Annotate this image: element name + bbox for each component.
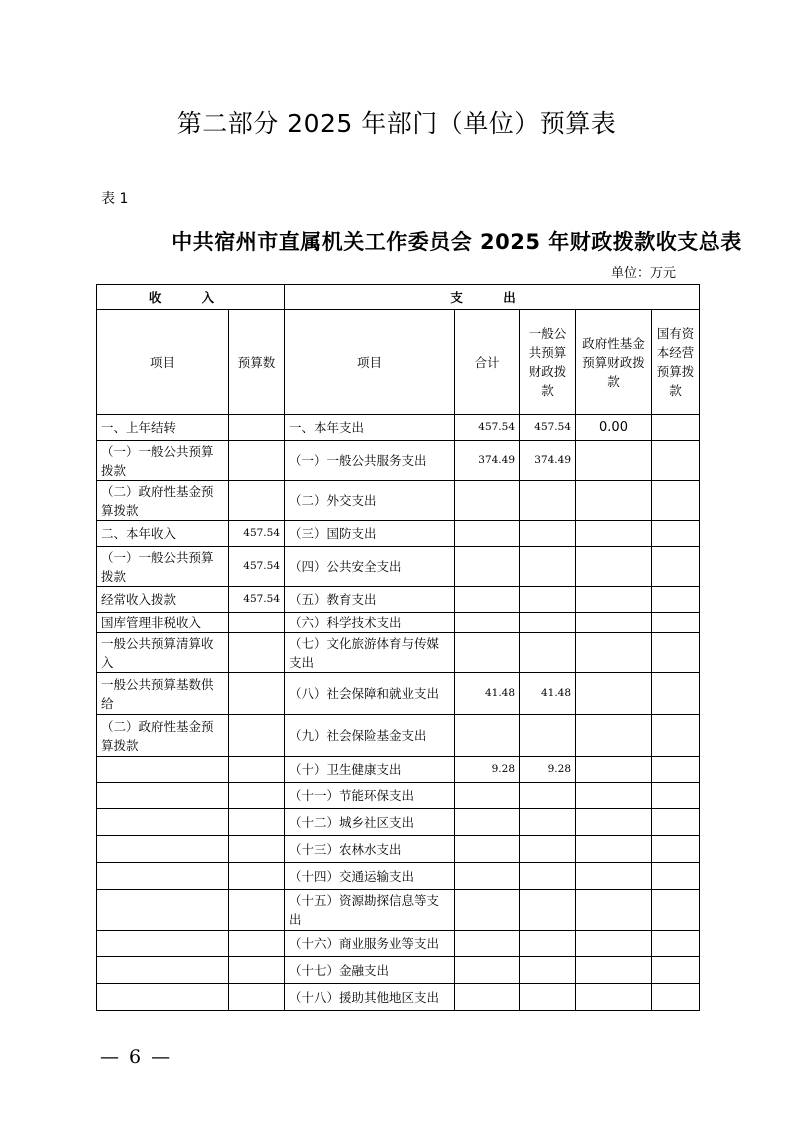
fund-budget-cell xyxy=(576,783,652,809)
total-cell xyxy=(455,521,520,547)
table-row xyxy=(97,613,700,633)
fund-budget-cell xyxy=(576,521,652,547)
income-budget-cell xyxy=(229,984,285,1011)
expense-item-cell: （七）文化旅游体育与传媒支出 xyxy=(285,633,455,673)
income-item-cell: （二）政府性基金预算拨款 xyxy=(97,481,229,521)
total-cell xyxy=(455,547,520,587)
expense-item-cell: （十七）金融支出 xyxy=(285,957,455,984)
state-capital-cell xyxy=(652,890,700,931)
state-capital-cell xyxy=(652,587,700,613)
total-cell xyxy=(455,890,520,931)
table-row xyxy=(97,836,700,863)
fund-budget-cell xyxy=(576,836,652,863)
col-general-budget: 一般公共预算财政拨款 xyxy=(520,310,576,415)
state-capital-cell xyxy=(652,521,700,547)
header-income: 收 入 xyxy=(97,285,285,310)
total-cell: 374.49 xyxy=(455,441,520,481)
fund-budget-cell xyxy=(576,587,652,613)
general-budget-cell xyxy=(520,633,576,673)
total-cell xyxy=(455,863,520,890)
general-budget-cell xyxy=(520,836,576,863)
col-state-capital: 国有资本经营预算拨款 xyxy=(652,310,700,415)
state-capital-cell xyxy=(652,931,700,957)
fund-budget-cell xyxy=(576,931,652,957)
total-cell xyxy=(455,957,520,984)
expense-item-cell: （十六）商业服务业等支出 xyxy=(285,931,455,957)
income-budget-cell xyxy=(229,809,285,836)
table-row xyxy=(97,547,700,587)
income-budget-cell: 457.54 xyxy=(229,547,285,587)
expense-item-cell: （八）社会保障和就业支出 xyxy=(285,673,455,715)
state-capital-cell xyxy=(652,757,700,783)
state-capital-cell xyxy=(652,809,700,836)
expense-item-cell: （二）外交支出 xyxy=(285,481,455,521)
fund-budget-cell xyxy=(576,715,652,757)
expense-item-cell: （一）一般公共服务支出 xyxy=(285,441,455,481)
table-row xyxy=(97,587,700,613)
table-row xyxy=(97,441,700,481)
expense-item-cell: （十一）节能环保支出 xyxy=(285,783,455,809)
fund-budget-cell xyxy=(576,547,652,587)
general-budget-cell xyxy=(520,587,576,613)
total-cell xyxy=(455,633,520,673)
expense-item-cell: （十五）资源勘探信息等支出 xyxy=(285,890,455,931)
income-item-cell: 一、上年结转 xyxy=(97,415,229,441)
income-item-cell: （一）一般公共预算拨款 xyxy=(97,441,229,481)
expense-item-cell: （十三）农林水支出 xyxy=(285,836,455,863)
income-item-cell xyxy=(97,957,229,984)
income-budget-cell xyxy=(229,415,285,441)
part-title: 第二部分 2025 年部门（单位）预算表 xyxy=(176,109,617,138)
table-body xyxy=(97,415,700,1011)
expense-item-cell: （四）公共安全支出 xyxy=(285,547,455,587)
expense-item-cell: （十四）交通运输支出 xyxy=(285,863,455,890)
general-budget-cell: 374.49 xyxy=(520,441,576,481)
general-budget-cell xyxy=(520,521,576,547)
general-budget-cell xyxy=(520,984,576,1011)
table-row xyxy=(97,415,700,441)
total-cell xyxy=(455,836,520,863)
col-income-budget: 预算数 xyxy=(229,310,285,415)
expense-item-cell: （六）科学技术支出 xyxy=(285,613,455,633)
col-fund-budget: 政府性基金预算财政拨款 xyxy=(576,310,652,415)
expense-item-cell: （十八）援助其他地区支出 xyxy=(285,984,455,1011)
income-budget-cell xyxy=(229,481,285,521)
income-item-cell: 一般公共预算基数供给 xyxy=(97,673,229,715)
expense-item-cell: （十）卫生健康支出 xyxy=(285,757,455,783)
budget-table xyxy=(96,284,700,1011)
state-capital-cell xyxy=(652,415,700,441)
expense-item-cell: （五）教育支出 xyxy=(285,587,455,613)
general-budget-cell xyxy=(520,783,576,809)
income-item-cell xyxy=(97,809,229,836)
total-cell xyxy=(455,809,520,836)
income-item-cell xyxy=(97,984,229,1011)
income-budget-cell xyxy=(229,715,285,757)
income-item-cell xyxy=(97,836,229,863)
fund-budget-cell xyxy=(576,890,652,931)
total-cell: 9.28 xyxy=(455,757,520,783)
income-item-cell: （一）一般公共预算拨款 xyxy=(97,547,229,587)
table-row xyxy=(97,481,700,521)
fund-budget-cell xyxy=(576,633,652,673)
table-row xyxy=(97,757,700,783)
state-capital-cell xyxy=(652,783,700,809)
state-capital-cell xyxy=(652,673,700,715)
table-row xyxy=(97,715,700,757)
fund-budget-cell xyxy=(576,613,652,633)
fund-budget-cell xyxy=(576,757,652,783)
general-budget-cell xyxy=(520,715,576,757)
income-budget-cell xyxy=(229,441,285,481)
state-capital-cell xyxy=(652,441,700,481)
fund-budget-cell xyxy=(576,441,652,481)
income-item-cell xyxy=(97,757,229,783)
fund-budget-cell xyxy=(576,957,652,984)
table-label: 表 1 xyxy=(101,191,129,207)
total-cell xyxy=(455,984,520,1011)
state-capital-cell xyxy=(652,957,700,984)
fund-budget-cell xyxy=(576,984,652,1011)
header-columns-row xyxy=(97,310,700,415)
table-row xyxy=(97,783,700,809)
income-budget-cell xyxy=(229,633,285,673)
total-cell xyxy=(455,931,520,957)
income-item-cell xyxy=(97,783,229,809)
general-budget-cell: 9.28 xyxy=(520,757,576,783)
income-item-cell xyxy=(97,863,229,890)
total-cell xyxy=(455,783,520,809)
state-capital-cell xyxy=(652,547,700,587)
income-budget-cell xyxy=(229,836,285,863)
expense-item-cell: （三）国防支出 xyxy=(285,521,455,547)
col-total: 合计 xyxy=(455,310,520,415)
total-cell xyxy=(455,613,520,633)
header-expense: 支 出 xyxy=(285,285,700,310)
state-capital-cell xyxy=(652,715,700,757)
total-cell xyxy=(455,481,520,521)
table-row xyxy=(97,863,700,890)
income-budget-cell xyxy=(229,783,285,809)
income-item-cell: 国库管理非税收入 xyxy=(97,613,229,633)
state-capital-cell xyxy=(652,836,700,863)
income-item-cell xyxy=(97,890,229,931)
total-cell xyxy=(455,587,520,613)
income-item-cell: （二）政府性基金预算拨款 xyxy=(97,715,229,757)
state-capital-cell xyxy=(652,863,700,890)
table-row xyxy=(97,809,700,836)
income-budget-cell xyxy=(229,673,285,715)
total-cell: 41.48 xyxy=(455,673,520,715)
table-row xyxy=(97,984,700,1011)
income-budget-cell xyxy=(229,931,285,957)
fund-budget-cell xyxy=(576,481,652,521)
income-budget-cell: 457.54 xyxy=(229,587,285,613)
state-capital-cell xyxy=(652,633,700,673)
table-row xyxy=(97,931,700,957)
header-group-row xyxy=(97,285,700,310)
table-title: 中共宿州市直属机关工作委员会 2025 年财政拨款收支总表 xyxy=(171,230,742,254)
income-item-cell: 一般公共预算清算收入 xyxy=(97,633,229,673)
state-capital-cell xyxy=(652,984,700,1011)
income-budget-cell xyxy=(229,957,285,984)
state-capital-cell xyxy=(652,481,700,521)
income-item-cell: 二、本年收入 xyxy=(97,521,229,547)
col-expense-item: 项目 xyxy=(285,310,455,415)
general-budget-cell xyxy=(520,957,576,984)
page-number: — 6 — xyxy=(100,1046,173,1068)
fund-budget-cell: 0.00 xyxy=(576,415,652,441)
col-income-item: 项目 xyxy=(97,310,229,415)
total-cell: 457.54 xyxy=(455,415,520,441)
general-budget-cell: 41.48 xyxy=(520,673,576,715)
expense-item-cell: 一、本年支出 xyxy=(285,415,455,441)
table-row xyxy=(97,673,700,715)
fund-budget-cell xyxy=(576,863,652,890)
income-budget-cell xyxy=(229,757,285,783)
income-item-cell xyxy=(97,931,229,957)
fund-budget-cell xyxy=(576,809,652,836)
income-item-cell: 经常收入拨款 xyxy=(97,587,229,613)
table-row xyxy=(97,521,700,547)
table-row xyxy=(97,890,700,931)
general-budget-cell xyxy=(520,613,576,633)
income-budget-cell xyxy=(229,863,285,890)
total-cell xyxy=(455,715,520,757)
unit-label: 单位：万元 xyxy=(610,266,676,281)
income-budget-cell xyxy=(229,613,285,633)
state-capital-cell xyxy=(652,613,700,633)
general-budget-cell xyxy=(520,809,576,836)
general-budget-cell xyxy=(520,547,576,587)
fund-budget-cell xyxy=(576,673,652,715)
expense-item-cell: （九）社会保险基金支出 xyxy=(285,715,455,757)
table-row xyxy=(97,957,700,984)
general-budget-cell xyxy=(520,481,576,521)
general-budget-cell xyxy=(520,890,576,931)
income-budget-cell: 457.54 xyxy=(229,521,285,547)
general-budget-cell xyxy=(520,863,576,890)
income-budget-cell xyxy=(229,890,285,931)
general-budget-cell: 457.54 xyxy=(520,415,576,441)
table-row xyxy=(97,633,700,673)
general-budget-cell xyxy=(520,931,576,957)
expense-item-cell: （十二）城乡社区支出 xyxy=(285,809,455,836)
